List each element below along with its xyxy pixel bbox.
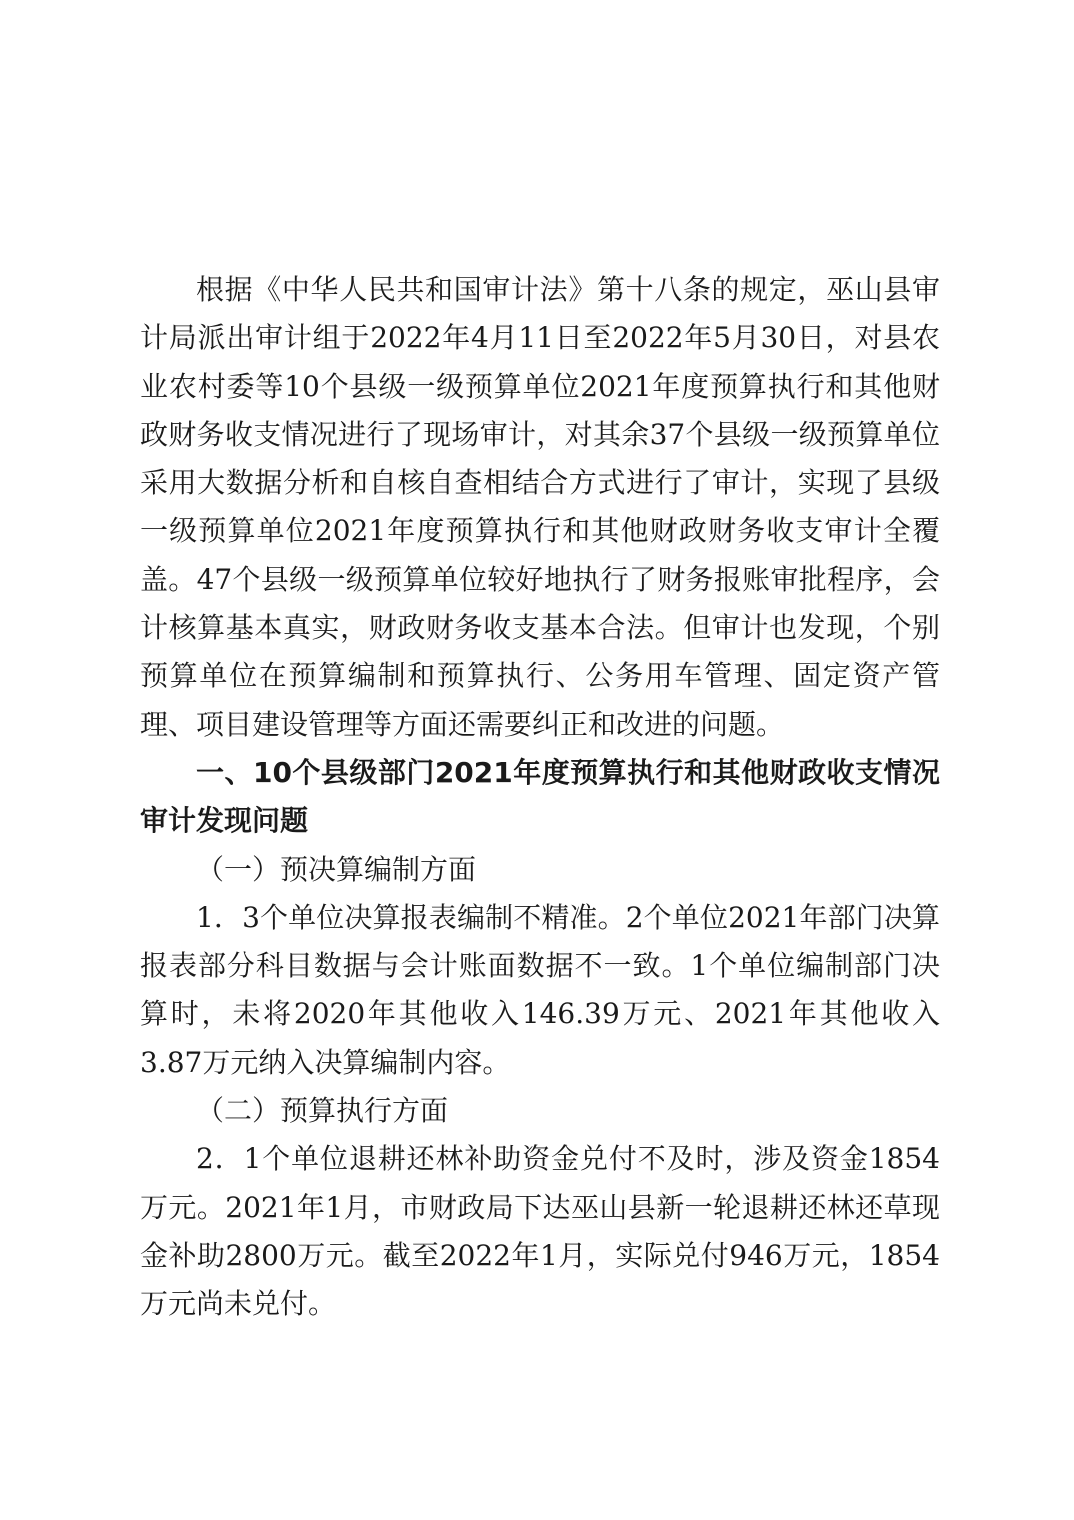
subsection-heading-2: （二）预算执行方面 [196, 1094, 449, 1128]
subsection-heading-1: （一）预决算编制方面 [196, 852, 477, 886]
intro-paragraph: 根据《中华人民共和国审计法》第十八条的规定，巫山县审计局派出审计组于2022年4月11日至2022年5月30日，对县农业农村委等10个县级一级预算单位2021年度预算执行和其他财政财务收支情况进行了现场审计，对其余37个县级一级预算单位采用大数据分析和自核自查相结合方式进行了审计，实现了县级一级预算单位2021年度预算执行和其他财政财务收支审计全覆盖。47个县级一级预算单位较好地执行了财务报账审批程序，会计核算基本真实，财政财务收支基本合法。但审计也发现，个别预算单位在预算编制和预算执行、公务用车管理、固定资产管理、项目建设管理等方面还需要纠正和改进的问题。 [140, 273, 940, 741]
section-heading: 一、10个县级部门2021年度预算执行和其他财政收支情况审计发现问题 [140, 755, 940, 838]
finding-paragraph-1: 1．3个单位决算报表编制不精准。2个单位2021年部门决算报表部分科目数据与会计账面数据不一致。1个单位编制部门决算时，未将2020年其他收入146.39万元、2021年其他收入3.87万元纳入决算编制内容。 [140, 900, 940, 1079]
finding-paragraph-2: 2．1个单位退耕还林补助资金兑付不及时，涉及资金1854万元。2021年1月，市财政局下达巫山县新一轮退耕还林还草现金补助2800万元。截至2022年1月，实际兑付946万元，1854万元尚未兑付。 [140, 1142, 940, 1321]
document-body [140, 266, 940, 1329]
